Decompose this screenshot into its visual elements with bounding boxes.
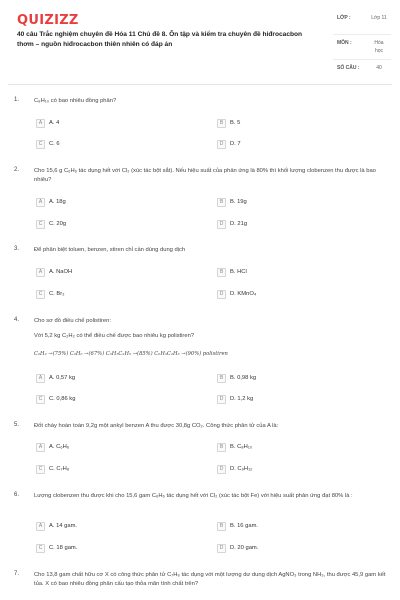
- option-letter: D: [217, 395, 226, 404]
- option-text: D. 20 gam.: [230, 545, 259, 551]
- option-text: D. 21g: [230, 221, 248, 227]
- option-text: C. 20g: [49, 221, 67, 227]
- option-letter: A: [36, 119, 45, 128]
- option-c[interactable]: [36, 289, 186, 301]
- quizizz-logo: QUIZIZZ: [17, 13, 79, 28]
- question-number: 3.: [14, 246, 20, 252]
- question-subtext: Với 5,2 kg C₂H₂ có thể điều chế được bao nhiêu kg polistiren?: [34, 333, 195, 339]
- header-divider: [8, 84, 392, 85]
- option-text: D. C₉H₁₂: [230, 466, 253, 472]
- option-letter: B: [217, 443, 226, 452]
- option-letter: B: [217, 119, 226, 128]
- option-text: C. C₇H₈: [49, 466, 70, 472]
- option-text: A. 18g: [49, 199, 66, 205]
- option-letter: C: [36, 544, 45, 553]
- option-text: A. 14 gam.: [49, 523, 78, 529]
- option-a[interactable]: [36, 373, 186, 385]
- option-letter: C: [36, 290, 45, 299]
- option-a[interactable]: [36, 267, 186, 279]
- option-text: B. HCl: [230, 269, 247, 275]
- meta-row-grade: [333, 10, 391, 35]
- option-c[interactable]: [36, 219, 186, 231]
- question-number: 5.: [14, 422, 20, 428]
- worksheet-header: [0, 0, 400, 80]
- subject-label: MÔN :: [337, 40, 352, 46]
- question-number: 6.: [14, 492, 20, 498]
- option-d[interactable]: [217, 394, 367, 406]
- question-text: Đốt cháy hoàn toàn 9,2g một ankyl benzen A thu được 30,8g CO₂. Công thức phân tử của A là:: [34, 423, 279, 429]
- option-text: B. 5: [230, 120, 241, 126]
- option-letter: B: [217, 522, 226, 531]
- option-text: A. NaOH: [49, 269, 73, 275]
- option-letter: C: [36, 220, 45, 229]
- option-text: A. C₆H₆: [49, 444, 70, 450]
- option-text: B. 0,98 kg: [230, 375, 257, 381]
- worksheet-title: 40 câu Trắc nghiệm chuyên đề Hóa 11 Chủ đề 8. Ôn tập và kiểm tra chuyên đề hiđrocacbon thơm – nguồn hiđrocacbon thiên nhiên có đáp án: [17, 31, 303, 48]
- question-number: 7.: [14, 571, 20, 577]
- option-a[interactable]: [36, 521, 186, 533]
- worksheet-meta: [333, 10, 391, 74]
- option-d[interactable]: [217, 139, 367, 151]
- option-d[interactable]: [217, 289, 367, 301]
- option-letter: D: [217, 140, 226, 149]
- option-letter: A: [36, 522, 45, 531]
- question-number: 4.: [14, 317, 20, 323]
- option-letter: C: [36, 140, 45, 149]
- question-count-value: 40: [376, 65, 382, 71]
- grade-value: Lớp 11: [371, 15, 387, 21]
- option-a[interactable]: [36, 118, 186, 130]
- option-d[interactable]: [217, 543, 367, 555]
- option-text: C. Br₂: [49, 291, 65, 297]
- option-text: A. 0,57 kg: [49, 375, 76, 381]
- question-text: Cho 15,6 g C₆H₆ tác dụng hết với Cl₂ (xúc tác bột sắt). Nếu hiệu suất của phản ứng là 80% thì khối lượng clobenzen thu được là bao nhiêu?: [34, 168, 376, 183]
- option-b[interactable]: [217, 267, 367, 279]
- question-text: Cho sơ đồ điều chế polistiren:: [34, 318, 111, 324]
- option-d[interactable]: [217, 219, 367, 231]
- option-letter: C: [36, 465, 45, 474]
- option-letter: A: [36, 374, 45, 383]
- grade-label: LỚP :: [337, 15, 351, 21]
- option-letter: A: [36, 198, 45, 207]
- question-text: Cho 13,8 gam chất hữu cơ X có công thức phân tử C₇H₈ tác dụng với một lượng dư dung dịch AgNO₃ trong NH₃, thu được 45,9 gam kết tủa. X có bao nhiêu đồng phân cấu tạo thỏa mãn tính chất trên?: [34, 572, 386, 587]
- option-b[interactable]: [217, 521, 367, 533]
- option-letter: D: [217, 544, 226, 553]
- option-c[interactable]: [36, 139, 186, 151]
- option-text: D. KMnO₄: [230, 291, 257, 297]
- question-number: 1.: [14, 97, 20, 103]
- option-a[interactable]: [36, 197, 186, 209]
- option-b[interactable]: [217, 197, 367, 209]
- question-count-label: SỐ CÂU :: [337, 65, 360, 71]
- option-letter: B: [217, 268, 226, 277]
- option-b[interactable]: [217, 118, 367, 130]
- option-letter: A: [36, 443, 45, 452]
- option-text: A. 4: [49, 120, 60, 126]
- option-text: B. 16 gam.: [230, 523, 259, 529]
- option-b[interactable]: [217, 442, 367, 454]
- meta-row-subject: [333, 35, 391, 60]
- option-b[interactable]: [217, 373, 367, 385]
- subject-value: Hóa học: [374, 40, 384, 54]
- option-letter: D: [217, 290, 226, 299]
- question-text: Lượng clobenzen thu được khi cho 15,6 gam C₆H₆ tác dụng hết với Cl₂ (xúc tác bột Fe) với hiệu suất phản ứng đạt 80% là :: [34, 493, 353, 499]
- option-text: C. 0,86 kg: [49, 396, 76, 402]
- option-text: B. C₈H₁₀: [230, 444, 253, 450]
- option-letter: D: [217, 465, 226, 474]
- reaction-scheme: C₂H₂ →(75%) C₆H₆ →(67%) C₆H₅C₂H₅ →(85%) C₆H₅C₂H₃ →(90%) polistiren: [34, 351, 228, 357]
- option-letter: C: [36, 395, 45, 404]
- meta-row-question-count: [333, 60, 391, 74]
- option-text: D. 1,2 kg: [230, 396, 254, 402]
- option-d[interactable]: [217, 464, 367, 476]
- option-a[interactable]: [36, 442, 186, 454]
- option-text: C. 6: [49, 141, 60, 147]
- question-text: C₈H₁₀ có bao nhiêu đồng phân?: [34, 98, 117, 104]
- option-c[interactable]: [36, 464, 186, 476]
- option-c[interactable]: [36, 394, 186, 406]
- option-c[interactable]: [36, 543, 186, 555]
- option-letter: D: [217, 220, 226, 229]
- option-text: B. 19g: [230, 199, 247, 205]
- option-text: C. 18 gam.: [49, 545, 78, 551]
- option-letter: B: [217, 374, 226, 383]
- question-number: 2.: [14, 167, 20, 173]
- option-text: D. 7: [230, 141, 241, 147]
- question-text: Để phân biệt toluen, benzen, stiren chỉ cần dùng dung dịch: [34, 247, 186, 253]
- option-letter: A: [36, 268, 45, 277]
- option-letter: B: [217, 198, 226, 207]
